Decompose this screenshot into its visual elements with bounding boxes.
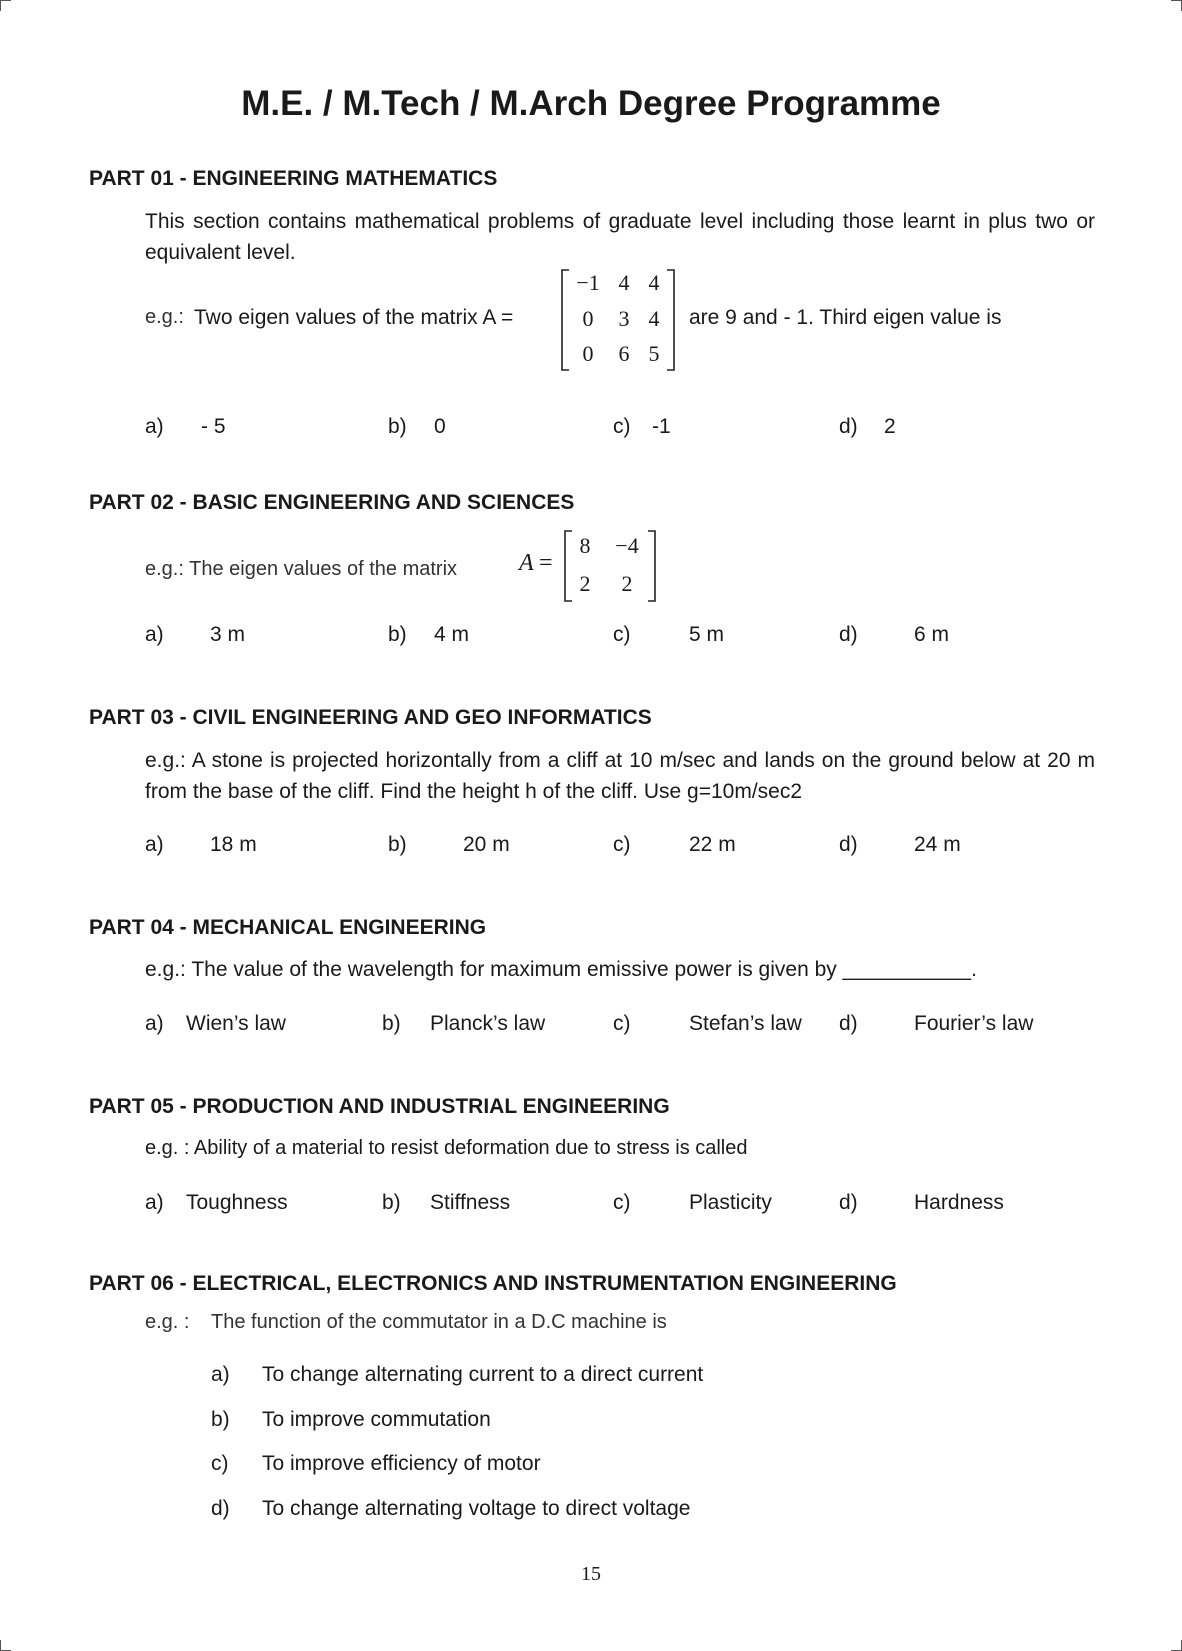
part6-option-c-text: To improve efficiency of motor <box>262 1452 541 1475</box>
part1-heading: PART 01 - ENGINEERING MATHEMATICS <box>89 167 498 190</box>
part5-option-d-text: Hardness <box>914 1191 1004 1214</box>
part5-option-c-label: c) <box>613 1191 631 1214</box>
crop-mark-bottom-right <box>1171 1640 1182 1651</box>
part6-option-b-label: b) <box>211 1408 230 1431</box>
part1-option-b-text: 0 <box>434 415 446 438</box>
part2-option-d-text: 6 m <box>914 623 950 646</box>
part5-option-c-text: Plasticity <box>689 1191 772 1214</box>
part5-option-d-label: d) <box>839 1191 858 1214</box>
part4-heading: PART 04 - MECHANICAL ENGINEERING <box>89 916 487 939</box>
part1-matrix-cell: 4 <box>648 306 660 331</box>
part2-option-c-text: 5 m <box>689 623 725 646</box>
part1-option-c-text: -1 <box>652 415 671 438</box>
part5-option-a-text: Toughness <box>186 1191 288 1214</box>
part1-matrix-cell: 3 <box>618 306 630 331</box>
part6-heading: PART 06 - ELECTRICAL, ELECTRONICS AND INSTRUMENTATION ENGINEERING <box>89 1272 897 1295</box>
part1-matrix-cell: 5 <box>648 341 660 366</box>
part1-description: This section contains mathematical problems of graduate level including those learnt in plus two or equivalent level. <box>145 210 1095 264</box>
part2-matrix-cell: 2 <box>579 571 591 596</box>
part6-option-a-label: a) <box>211 1363 230 1386</box>
part1-matrix-cell: 0 <box>582 341 594 366</box>
crop-mark-top-right <box>1171 0 1182 11</box>
part6-option-c-label: c) <box>211 1452 229 1475</box>
crop-mark-bottom-left <box>0 1640 11 1651</box>
part4-option-a-label: a) <box>145 1012 164 1035</box>
part6-option-a-text: To change alternating current to a direct current <box>262 1363 704 1386</box>
part1-option-a-label: a) <box>145 415 164 438</box>
part2-matrix-equals: = <box>539 550 553 576</box>
part4-option-d-label: d) <box>839 1012 858 1035</box>
part1-option-b-label: b) <box>388 415 407 438</box>
part1-option-d-text: 2 <box>884 415 896 438</box>
part4-option-a-text: Wien’s law <box>186 1012 286 1035</box>
part3-option-d-label: d) <box>839 833 858 856</box>
part3-option-b-text: 20 m <box>463 833 510 856</box>
part2-option-c-label: c) <box>613 623 631 646</box>
part1-matrix-cell: 4 <box>648 270 660 295</box>
part1-option-a-text: - 5 <box>201 415 226 438</box>
part2-option-a-text: 3 m <box>210 623 246 646</box>
part2-matrix <box>563 529 657 603</box>
part2-question: e.g.: The eigen values of the matrix <box>145 558 458 580</box>
part5-heading: PART 05 - PRODUCTION AND INDUSTRIAL ENGINEERING <box>89 1095 670 1118</box>
part1-option-d-label: d) <box>839 415 858 438</box>
page-number: 15 <box>581 1563 601 1585</box>
part6-option-d-text: To change alternating voltage to direct voltage <box>262 1497 691 1520</box>
part2-matrix-variable: A <box>519 550 534 576</box>
part4-option-d-text: Fourier’s law <box>914 1012 1034 1035</box>
part1-question-post: are 9 and - 1. Third eigen value is <box>689 306 1002 329</box>
part2-option-b-text: 4 m <box>434 623 470 646</box>
crop-mark-top-left <box>0 0 11 11</box>
part1-eg-label: e.g.: <box>145 306 184 328</box>
part2-matrix-cell: −4 <box>615 533 639 558</box>
part2-matrix-cell: 8 <box>579 533 591 558</box>
part2-heading: PART 02 - BASIC ENGINEERING AND SCIENCES <box>89 491 575 514</box>
part6-question: The function of the commutator in a D.C machine is <box>211 1311 667 1333</box>
part3-option-b-label: b) <box>388 833 407 856</box>
part1-matrix <box>560 268 676 372</box>
part3-option-a-label: a) <box>145 833 164 856</box>
part4-option-c-label: c) <box>613 1012 631 1035</box>
part1-option-c-label: c) <box>613 415 631 438</box>
part6-option-b-text: To improve commutation <box>262 1408 491 1431</box>
part5-option-b-text: Stiffness <box>430 1191 511 1214</box>
part5-option-a-label: a) <box>145 1191 164 1214</box>
part3-option-a-text: 18 m <box>210 833 257 856</box>
part2-option-b-label: b) <box>388 623 407 646</box>
part2-option-a-label: a) <box>145 623 164 646</box>
part1-matrix-cell: 4 <box>618 270 630 295</box>
part3-option-c-label: c) <box>613 833 631 856</box>
part2-matrix-cell: 2 <box>621 571 633 596</box>
part3-heading: PART 03 - CIVIL ENGINEERING AND GEO INFORMATICS <box>89 706 652 729</box>
part1-matrix-cell: 6 <box>618 341 630 366</box>
part5-option-b-label: b) <box>382 1191 401 1214</box>
part4-question: e.g.: The value of the wavelength for maximum emissive power is given by ___________. <box>145 958 977 981</box>
part4-option-b-label: b) <box>382 1012 401 1035</box>
part3-option-c-text: 22 m <box>689 833 736 856</box>
part6-eg-label: e.g. : <box>145 1311 190 1333</box>
part2-option-d-label: d) <box>839 623 858 646</box>
part4-option-b-text: Planck’s law <box>430 1012 546 1035</box>
part1-matrix-cell: 0 <box>582 306 594 331</box>
part1-question-pre: Two eigen values of the matrix A = <box>194 306 514 329</box>
part4-option-c-text: Stefan’s law <box>689 1012 802 1035</box>
page-title: M.E. / M.Tech / M.Arch Degree Programme <box>241 84 941 123</box>
part1-matrix-cell: −1 <box>576 270 600 295</box>
part6-option-d-label: d) <box>211 1497 230 1520</box>
part5-question: e.g. : Ability of a material to resist deformation due to stress is called <box>145 1137 748 1159</box>
part3-question: e.g.: A stone is projected horizontally from a cliff at 10 m/sec and lands on the ground below at 20 m from the base of the cliff. Find the height h of the cliff. Use g=10m/sec2 <box>145 749 1095 803</box>
part3-option-d-text: 24 m <box>914 833 961 856</box>
